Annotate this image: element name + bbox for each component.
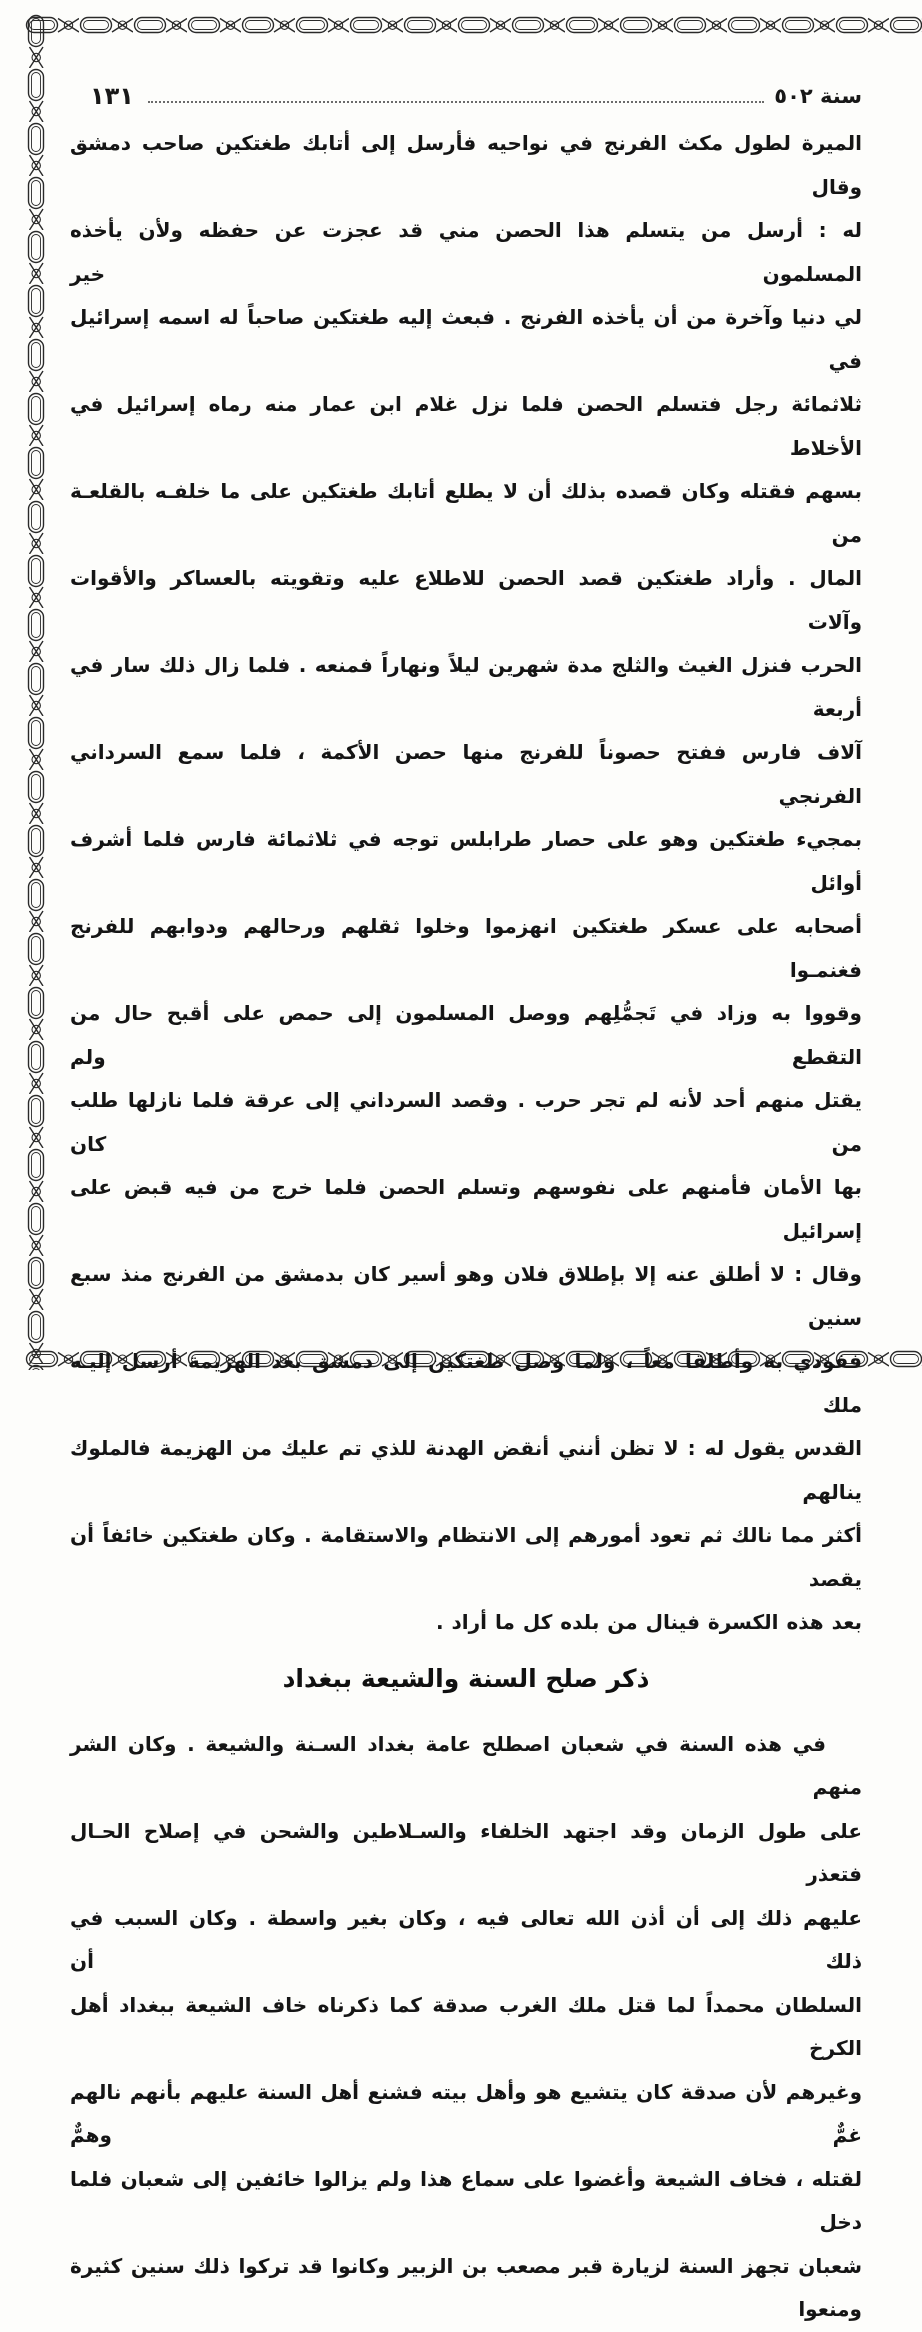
ornamental-border-top-icon [25, 14, 922, 36]
body-line: ففودي به وأطلقا معاً ، ولما وصل طغتكين إلى دمشق بعد الهزيمة أرسل إليـه ملك [70, 1349, 862, 1417]
body-line: يقتل منهم أحد لأنه لم تجر حرب . وقصد السرداني إلى عرقة فلما نازلها طلب من كان [70, 1088, 862, 1156]
body-line: له : أرسل من يتسلم هذا الحصن مني قد عجزت عن حفظه ولأن يأخذه المسلمون خير [70, 218, 862, 286]
body-line: بسهم فقتله وكان قصده بذلك أن لا يطلع أتابك طغتكين على ما خلفـه بالقلعـة من [70, 479, 862, 547]
body-line: ثلاثمائة رجل فتسلم الحصن فلما نزل غلام ابن عمار منه رماه إسرائيل في الأخلاط [70, 392, 862, 460]
body-line: المال . وأراد طغتكين قصد الحصن للاطلاع عليه وتقويته بالعساكر والأقوات وآلات [70, 566, 862, 634]
body-line: أكثر مما نالك ثم تعود أمورهم إلى الانتظام والاستقامة . وكان طغتكين خائفاً أن يقصد [70, 1523, 862, 1591]
body-line: بعد هذه الكسرة فينال من بلده كل ما أراد . [435, 1610, 862, 1634]
body-line: بها الأمان فأمنهم على نفوسهم وتسلم الحصن فلما خرج من فيه قبض على إسرائيل [70, 1175, 862, 1243]
body-line: بمجيء طغتكين وهو على حصار طرابلس توجه في ثلاثمائة فارس فلما أشرف أوائل [70, 827, 862, 895]
body-line: شعبان تجهز السنة لزيارة قبر مصعب بن الزبير وكانوا قد تركوا ذلك سنين كثيرة ومنعوا [70, 2253, 862, 2321]
body-line: لي دنيا وآخرة من أن يأخذه الفرنج . فبعث إليه طغتكين صاحباً له اسمه إسرائيل في [70, 305, 862, 373]
body-line: وغيرهم لأن صدقة كان يتشيع هو وأهل بيته فشنع أهل السنة عليهم بأنهم نالهم غمٌّ وهمٌّ [70, 2079, 862, 2147]
body-line: وقال : لا أطلق عنه إلا بإطلاق فلان وهو أسير كان بدمشق من الفرنج منذ سبع سنين [70, 1262, 862, 1330]
ornamental-border-left-icon [25, 14, 47, 1370]
body-line: القدس يقول له : لا تظن أنني أنقض الهدنة للذي تم عليك من الهزيمة فالملوك ينالهم [70, 1436, 862, 1504]
body-line: على طول الزمان وقد اجتهد الخلفاء والسـلاطين والشحن في إصلاح الحـال فتعذر [70, 1818, 862, 1886]
body-line: الميرة لطول مكث الفرنج في نواحيه فأرسل إلى أتابك طغتكين صاحب دمشق وقال [70, 131, 862, 199]
running-header [70, 80, 862, 112]
page-number: ١٣١ [90, 82, 134, 110]
dotted-leader [148, 101, 764, 103]
running-header-year: سنة ٥٠٢ [774, 84, 862, 108]
body-line: وقووا به وزاد في تَجمُّلِهم ووصل المسلمون إلى حمص على أقبح حال من التقطع ولم [70, 1001, 862, 1069]
section-heading: ذكر صلح السنة والشيعة ببغداد [282, 1663, 650, 1693]
body-line: لقتله ، فخاف الشيعة وأغضوا على سماع هذا ولم يزالوا خائفين إلى شعبان فلما دخل [70, 2166, 862, 2234]
body-line: الحرب فنزل الغيث والثلج مدة شهرين ليلاً ونهاراً فمنعه . فلما زال ذلك سار في أربعة [70, 653, 862, 721]
body-line: آلاف فارس ففتح حصوناً للفرنج منها حصن الأكمة ، فلما سمع السرداني الفرنجي [70, 740, 862, 808]
body-line: أصحابه على عسكر طغتكين انهزموا وخلوا ثقلهم ورحالهم ودوابهم للفرنج فغنمـوا [70, 914, 862, 982]
body-line: في هذه السنة في شعبان اصطلح عامة بغداد السـنة والشيعة . وكان الشر منهم [70, 1731, 862, 1799]
body-line: السلطان محمداً لما قتل ملك الغرب صدقة كما ذكرناه خاف الشيعة ببغداد أهل الكرخ [70, 1992, 862, 2060]
body-line: عليهم ذلك إلى أن أذن الله تعالى فيه ، وكان بغير واسطة . وكان السبب في ذلك أن [70, 1905, 862, 1973]
body-text [70, 122, 862, 2332]
